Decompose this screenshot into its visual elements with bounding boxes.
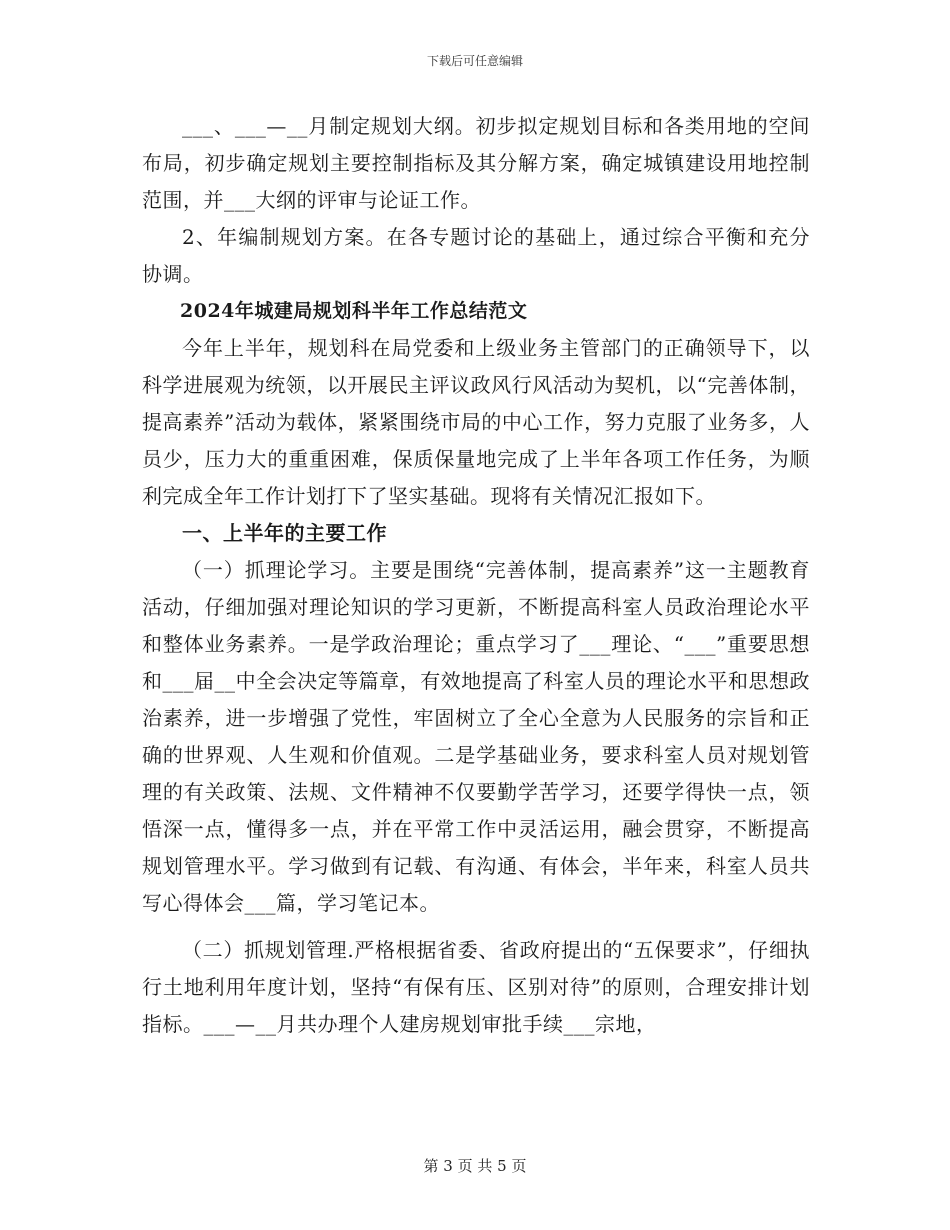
paragraph-4: （一）抓理论学习。主要是围绕“完善体制，提高素养”这一主题教育活动，仔细加强对理论知识的学习更新，不断提高科室人员政治理论水平和整体业务素养。一是学政治理论；重点学习了___理论、“___”重要思想和___届__中全会决定等篇章，有效地提高了科室人员的理论水平和思想政治素养，进一步增强了党性，牢固树立了全心全意为人民服务的宗旨和正确的世界观、人生观和价值观。二是学基础业务，要求科室人员对规划管理的有关政策、法规、文件精神不仅要勤学苦学习，还要学得快一点，领悟深一点，懂得多一点，并在平常工作中灵活运用，融会贯穿，不断提高规划管理水平。学习做到有记载、有沟通、有体会，半年来，科室人员共写心得体会___篇，学习笔记本。 — [142, 558, 810, 915]
section-heading-1: 一、上半年的主要工作 — [182, 521, 387, 545]
paragraph-1: ___、___—__月制定规划大纲。初步拟定规划目标和各类用地的空间布局，初步确定规划主要控制指标及其分解方案，确定城镇建设用地控制范围，并___大纲的评审与论证工作。 — [142, 114, 810, 212]
paragraph-3: 今年上半年，规划科在局党委和上级业务主管部门的正确领导下，以科学进展观为统领，以开展民主评议政风行风活动为契机，以“完善体制，提高素养”活动为载体，紧紧围绕市局的中心工作，努力克服了业务多，人员少，压力大的重重困难，保质保量地完成了上半年各项工作任务，为顺利完成全年工作计划打下了坚实基础。现将有关情况汇报如下。 — [142, 336, 810, 508]
paragraph-2: 2、年编制规划方案。在各专题讨论的基础上，通过综合平衡和充分协调。 — [142, 225, 810, 286]
paragraph-5: （二）抓规划管理.严格根据省委、省政府提出的“五保要求”，仔细执行土地利用年度计划，坚持“有保有压、区别对待”的原则，合理安排计划指标。___—__月共办理个人建房规划审批手续___宗地， — [142, 938, 810, 1036]
page-footer: 第 3 页 共 5 页 — [423, 1157, 527, 1175]
page-header: 下载后可任意编辑 — [426, 54, 523, 68]
document-title: 2024年城建局规划科半年工作总结范文 — [180, 300, 528, 322]
document-body — [142, 108, 810, 1043]
